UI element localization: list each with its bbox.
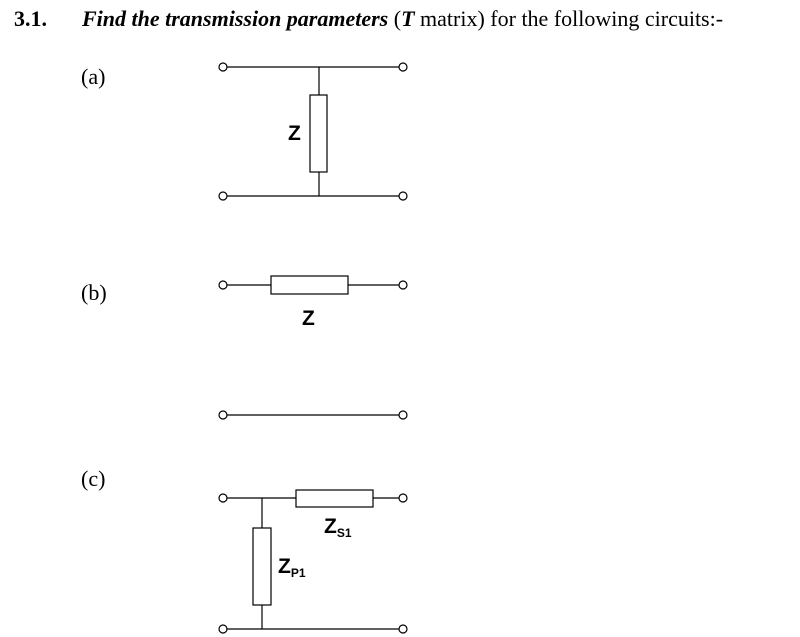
circuit-a-impedance-label: Z <box>288 122 301 145</box>
circuit-c-label: (c) <box>81 466 106 491</box>
circuit-c-shunt-label-main: Z <box>278 555 291 578</box>
circuit-b-impedance-label: Z <box>302 307 315 330</box>
circuit-b-port-2-top-terminal <box>399 281 407 289</box>
question-text-tail: matrix) for the following circuits:- <box>414 6 724 31</box>
question-number: 3.1. <box>14 6 47 31</box>
circuit-b-port-1-bottom-terminal <box>219 411 227 419</box>
circuit-a-port-1-top-terminal <box>219 63 227 71</box>
circuit-c-port-2-top-terminal <box>399 494 407 502</box>
circuit-c-port-1-top-terminal <box>219 494 227 502</box>
question-text-paren: ( <box>388 6 402 31</box>
circuit-a-port-2-bottom-terminal <box>399 192 407 200</box>
circuit-b-port-1-top-terminal <box>219 281 227 289</box>
circuit-a-label: (a) <box>81 64 106 89</box>
circuit-a <box>219 63 407 200</box>
circuit-c-port-2-bottom-terminal <box>399 625 407 633</box>
question-text-emphasis: Find the transmission parameters <box>82 6 389 31</box>
circuit-a-port-2-top-terminal <box>399 63 407 71</box>
circuit-c-shunt-impedance-label <box>278 555 306 580</box>
circuit-a-impedance-box <box>310 95 327 172</box>
circuit-b <box>219 276 407 419</box>
circuit-c-shunt-impedance-box <box>253 528 271 605</box>
circuit-c-series-label-sub: S1 <box>336 526 352 540</box>
circuit-b-port-2-bottom-terminal <box>399 411 407 419</box>
circuit-c-series-impedance-label <box>324 515 352 540</box>
question-text-matrix-symbol: T <box>401 6 415 31</box>
circuit-a-port-1-bottom-terminal <box>219 192 227 200</box>
circuit-b-impedance-box <box>271 276 348 294</box>
circuit-c-series-impedance-box <box>296 490 373 507</box>
circuit-b-label: (b) <box>81 280 107 305</box>
circuit-c <box>219 490 407 633</box>
circuit-c-series-label-main: Z <box>324 515 337 538</box>
circuit-c-shunt-label-sub: P1 <box>290 566 306 580</box>
circuit-c-port-1-bottom-terminal <box>219 625 227 633</box>
